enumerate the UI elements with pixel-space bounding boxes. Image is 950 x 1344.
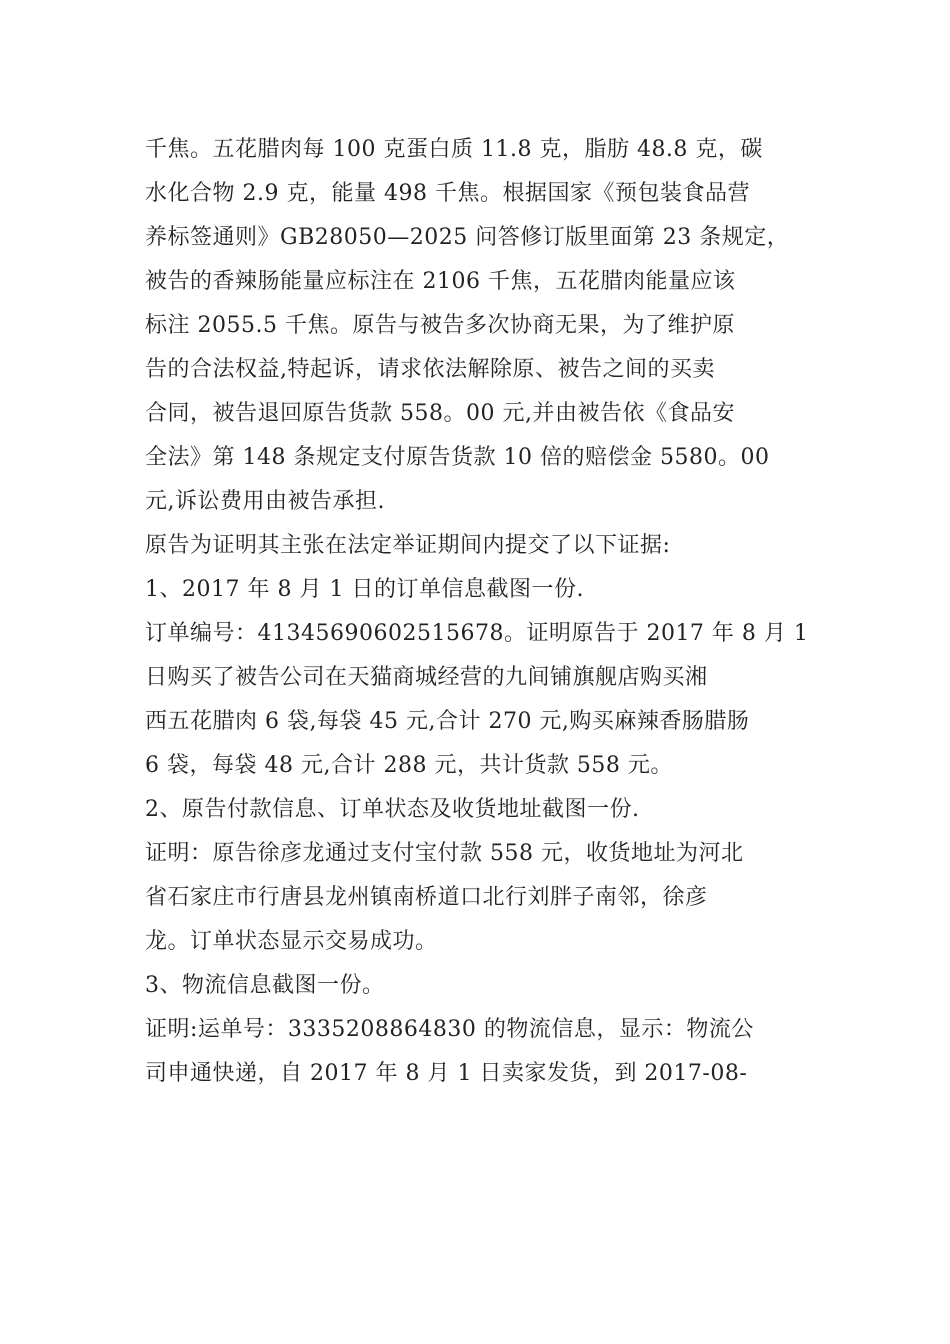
text-line: 3、物流信息截图一份。 xyxy=(145,973,385,998)
text-line: 1、2017 年 8 月 1 日的订单信息截图一份. xyxy=(145,577,584,602)
text-line: 元,诉讼费用由被告承担. xyxy=(145,489,385,514)
text-line: 千焦。五花腊肉每 100 克蛋白质 11.8 克，脂肪 48.8 克，碳 xyxy=(145,137,763,162)
text-line: 西五花腊肉 6 袋,每袋 45 元,合计 270 元,购买麻辣香肠腊肠 xyxy=(145,709,750,734)
text-line: 全法》第 148 条规定支付原告货款 10 倍的赔偿金 5580。00 xyxy=(145,445,770,470)
text-line: 证明：原告徐彦龙通过支付宝付款 558 元，收货地址为河北 xyxy=(145,841,744,866)
document-body xyxy=(145,128,825,1096)
text-line: 日购买了被告公司在天猫商城经营的九间铺旗舰店购买湘 xyxy=(145,665,708,690)
text-line: 龙。订单状态显示交易成功。 xyxy=(145,929,438,954)
text-line: 养标签通则》GB28050—2025 问答修订版里面第 23 条规定， xyxy=(145,225,790,250)
text-line: 合同，被告退回原告货款 558。00 元,并由被告依《食品安 xyxy=(145,401,735,426)
text-line: 水化合物 2.9 克，能量 498 千焦。根据国家《预包装食品营 xyxy=(145,181,750,206)
text-line: 6 袋，每袋 48 元,合计 288 元，共计货款 558 元。 xyxy=(145,753,673,778)
text-line: 标注 2055.5 千焦。原告与被告多次协商无果，为了维护原 xyxy=(145,313,735,338)
text-line: 告的合法权益,特起诉，请求依法解除原、被告之间的买卖 xyxy=(145,357,715,382)
text-line: 证明:运单号：3335208864830 的物流信息，显示：物流公 xyxy=(145,1017,754,1042)
text-line: 2、原告付款信息、订单状态及收货地址截图一份. xyxy=(145,797,640,822)
text-line: 省石家庄市行唐县龙州镇南桥道口北行刘胖子南邻，徐彦 xyxy=(145,885,708,910)
text-line: 被告的香辣肠能量应标注在 2106 千焦，五花腊肉能量应该 xyxy=(145,269,736,294)
text-line: 原告为证明其主张在法定举证期间内提交了以下证据: xyxy=(145,533,671,558)
text-line: 订单编号：41345690602515678。证明原告于 2017 年 8 月 1 xyxy=(145,621,809,646)
text-line: 司申通快递，自 2017 年 8 月 1 日卖家发货，到 2017-08- xyxy=(145,1061,748,1086)
